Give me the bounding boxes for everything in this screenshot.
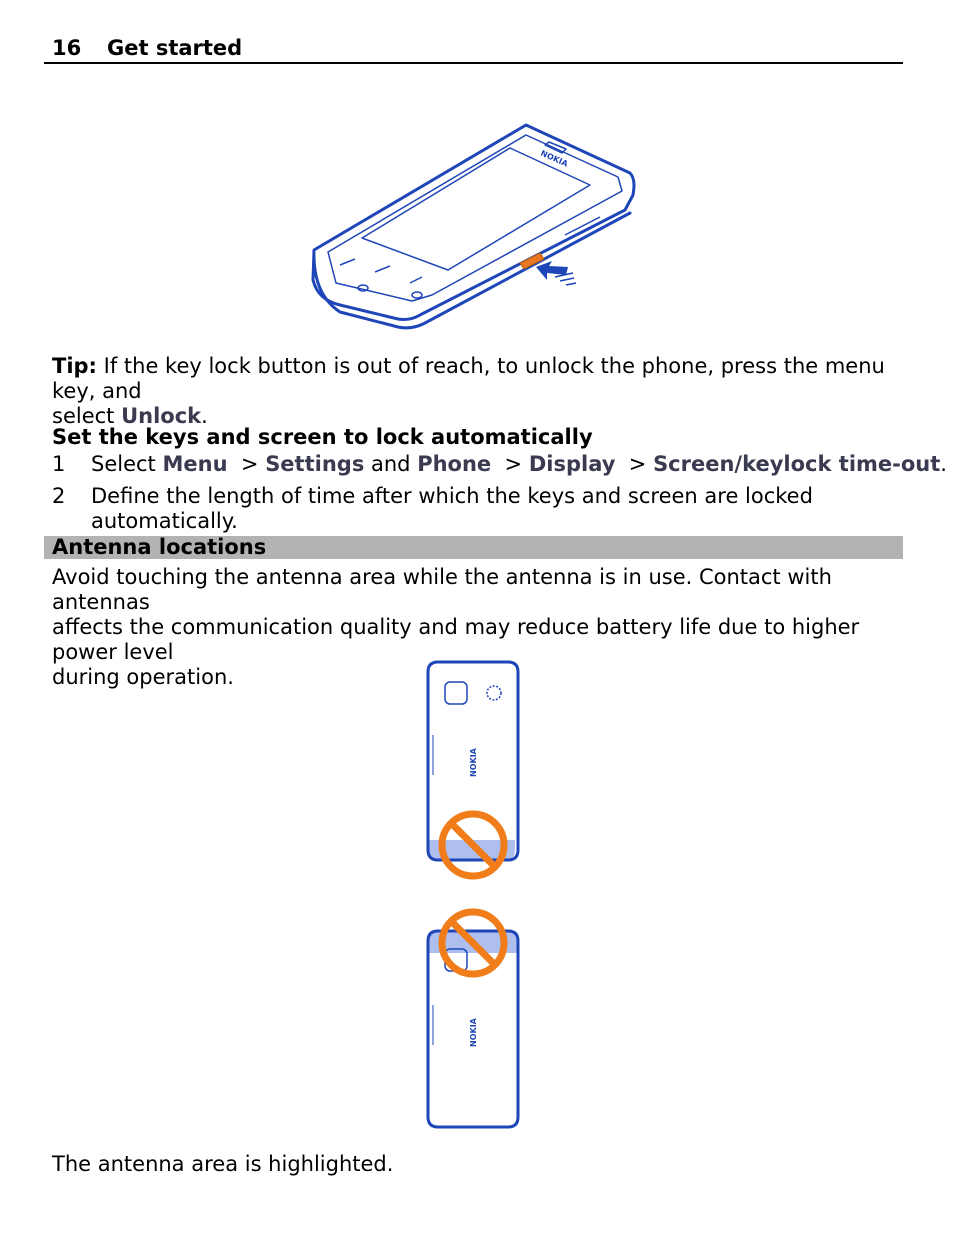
settings-option: Settings xyxy=(265,452,365,476)
path-separator: > xyxy=(240,452,259,476)
tip-period: . xyxy=(201,404,208,428)
step-1 xyxy=(0,452,954,478)
page-header xyxy=(44,34,903,64)
autolock-heading: Set the keys and screen to lock automatically xyxy=(52,425,593,449)
display-option: Display xyxy=(528,452,616,476)
screen-keylock-timeout-option: Screen/keylock time-out xyxy=(653,452,941,476)
step-2-number: 2 xyxy=(52,484,66,508)
phone-back-bottom-antenna-illustration xyxy=(420,655,530,885)
tip-text-line1: If the key lock button is out of reach, to unlock the phone, press the menu key, and xyxy=(52,354,885,403)
antenna-heading: Antenna locations xyxy=(52,535,267,559)
path-separator: > xyxy=(628,452,647,476)
phone-back-top-antenna-illustration xyxy=(420,905,530,1135)
phone-option: Phone xyxy=(417,452,492,476)
page-number: 16 xyxy=(52,36,82,60)
antenna-caption: The antenna area is highlighted. xyxy=(52,1152,394,1176)
path-separator: > xyxy=(504,452,523,476)
antenna-paragraph-line2: affects the communication quality and may reduce battery life due to higher power level xyxy=(52,615,860,664)
phone-brand-label: NOKIA xyxy=(539,148,570,169)
phone-keylock-illustration xyxy=(300,115,650,340)
menu-option: Menu xyxy=(162,452,228,476)
step-2-text: Define the length of time after which the keys and screen are locked automatically. xyxy=(91,484,813,533)
step-1-and: and xyxy=(371,452,411,476)
tip-paragraph xyxy=(52,354,912,429)
antenna-paragraph-line3: during operation. xyxy=(52,665,234,689)
section-title: Get started xyxy=(107,36,243,60)
step-1-select: Select xyxy=(91,452,156,476)
step-1-number: 1 xyxy=(52,452,66,476)
phone-back-brand-label: NOKIA xyxy=(469,1018,478,1047)
phone-back-brand-label: NOKIA xyxy=(469,748,478,777)
tip-text-line2-prefix: select xyxy=(52,404,115,428)
tip-label: Tip: xyxy=(52,354,97,378)
step-2 xyxy=(0,484,954,533)
antenna-section-band xyxy=(44,536,903,559)
antenna-paragraph-line1: Avoid touching the antenna area while the antenna is in use. Contact with antennas xyxy=(52,565,832,614)
unlock-option: Unlock xyxy=(121,404,202,428)
step-1-text xyxy=(91,452,947,477)
step-1-period: . xyxy=(940,452,947,476)
